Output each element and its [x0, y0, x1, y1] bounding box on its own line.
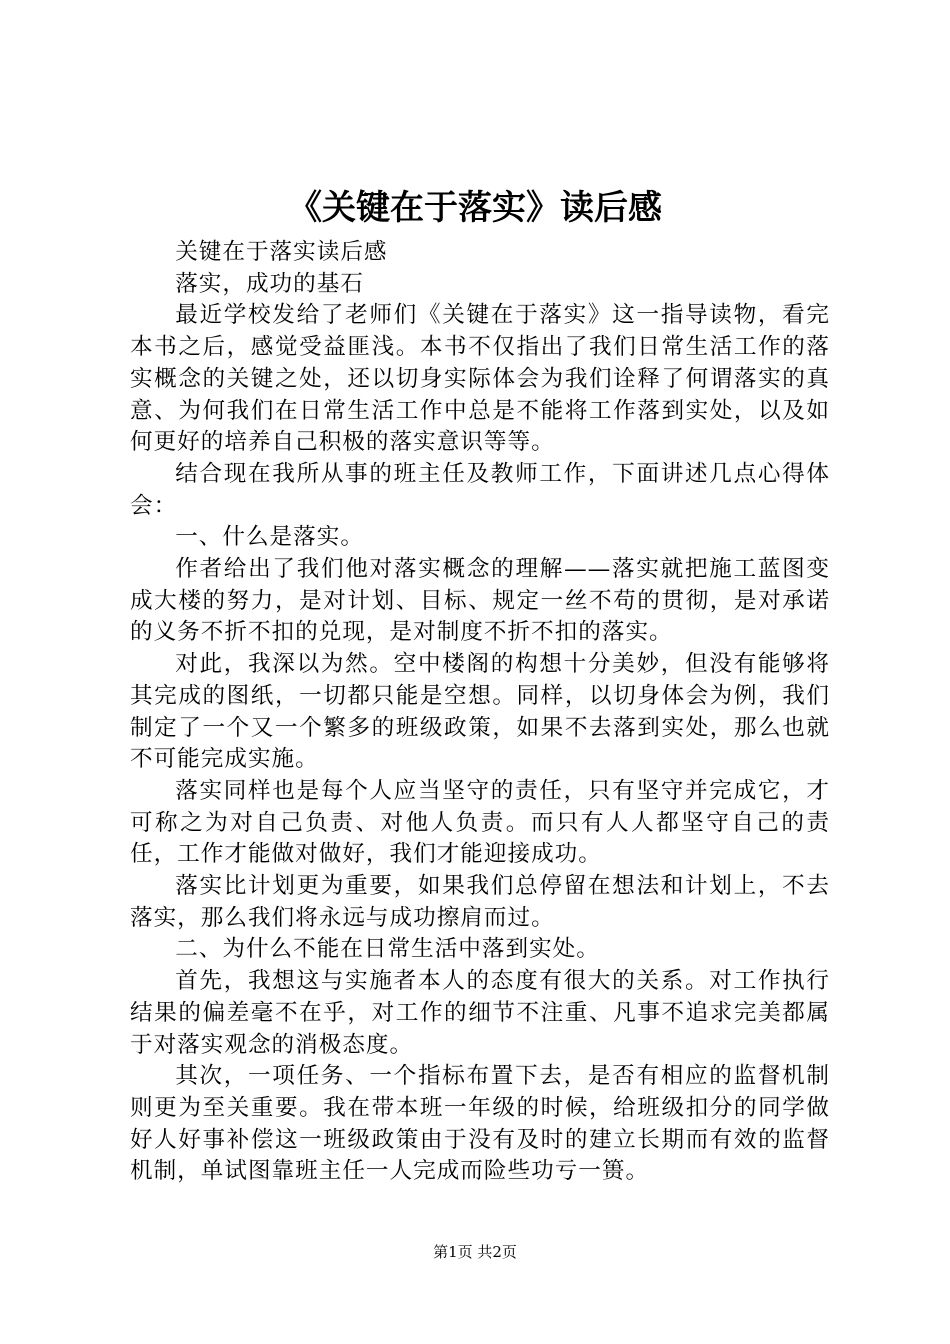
- paragraph: 作者给出了我们他对落实概念的理解——落实就把施工蓝图变成大楼的努力，是对计划、目标、规定一丝不苟的贯彻，是对承诺的义务不折不扣的兑现，是对制度不折不扣的落实。: [130, 556, 830, 646]
- paragraph: 其次，一项任务、一个指标布置下去，是否有相应的监督机制则更为至关重要。我在带本班一年级的时候，给班级扣分的同学做好人好事补偿这一班级政策由于没有及时的建立长期而有效的监督机制，单试图靠班主任一人完成而险些功亏一篑。: [130, 1063, 830, 1185]
- paragraph: 首先，我想这与实施者本人的态度有很大的关系。对工作执行结果的偏差毫不在乎，对工作的细节不注重、凡事不追求完美都属于对落实观念的消极态度。: [130, 968, 830, 1058]
- paragraph: 落实，成功的基石: [175, 270, 364, 297]
- paragraph: 落实同样也是每个人应当坚守的责任，只有坚守并完成它，才可称之为对自己负责、对他人负责。而只有人人都坚守自己的责任，工作才能做对做好，我们才能迎接成功。: [130, 777, 830, 868]
- paragraph: 最近学校发给了老师们《关键在于落实》这一指导读物，看完本书之后，感觉受益匪浅。本书不仅指出了我们日常生活工作的落实概念的关键之处，还以切身实际体会为我们诠释了何谓落实的真意、为何我们在日常生活工作中总是不能将工作落到实处，以及如何更好的培养自己积极的落实意识等等。: [130, 302, 830, 456]
- paragraph: 对此，我深以为然。空中楼阁的构想十分美妙，但没有能够将其完成的图纸，一切都只能是空想。同样，以切身体会为例，我们制定了一个又一个繁多的班级政策，如果不去落到实处，那么也就不可能完成实施。: [130, 651, 830, 773]
- document-body: [130, 237, 830, 1188]
- paragraph: 结合现在我所从事的班主任及教师工作，下面讲述几点心得体会：: [130, 460, 830, 519]
- document-title: 《关键在于落实》读后感: [288, 188, 662, 228]
- paragraph: 关键在于落实读后感: [175, 239, 388, 265]
- page-indicator: 第1页 共2页: [433, 1243, 517, 1261]
- paragraph: 落实比计划更为重要，如果我们总停留在想法和计划上，不去落实，那么我们将永远与成功擦肩而过。: [130, 873, 830, 931]
- section-heading: 二、为什么不能在日常生活中落到实处。: [175, 936, 600, 963]
- section-heading: 一、什么是落实。: [175, 524, 364, 551]
